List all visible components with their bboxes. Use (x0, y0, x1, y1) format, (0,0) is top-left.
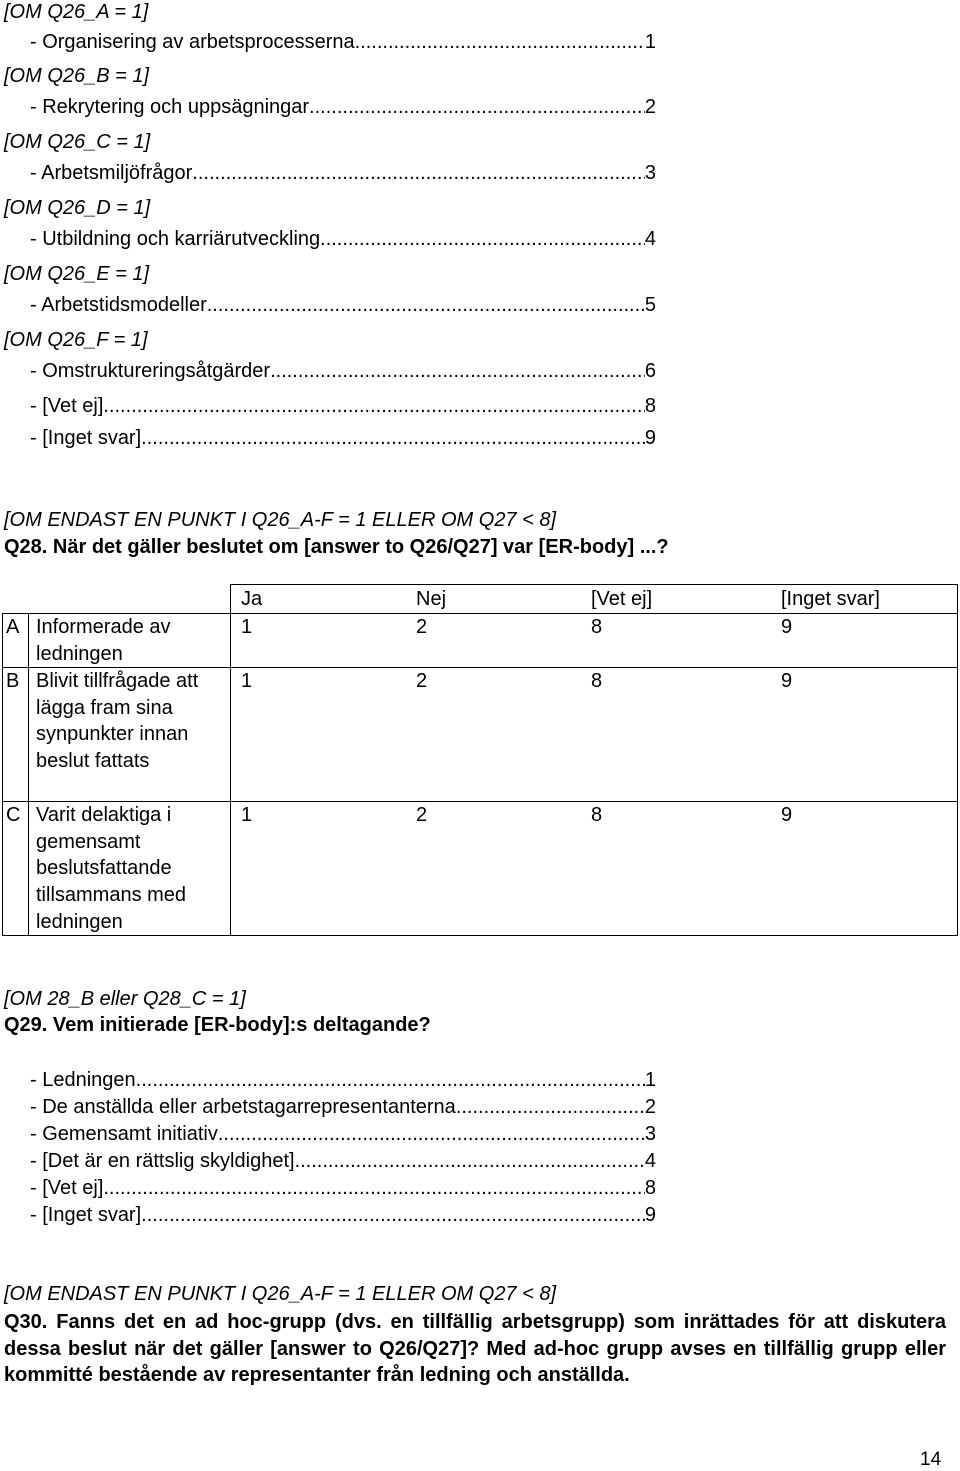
option-label: - Ledningen (30, 1069, 136, 1091)
option-code: 6 (644, 360, 656, 382)
answer-option (30, 1095, 656, 1119)
condition-q26-c: [OM Q26_C = 1] (4, 131, 151, 153)
option-code: 4 (644, 228, 656, 250)
option-label: - [Vet ej] (30, 1177, 104, 1199)
answer-option (30, 1203, 656, 1227)
value-nej: 2 (416, 616, 428, 638)
condition-q26-b: [OM Q26_B = 1] (4, 65, 150, 87)
value-inget-svar: 9 (781, 670, 793, 693)
condition-q28: [OM ENDAST EN PUNKT I Q26_A-F = 1 ELLER OM Q27 < 8] (4, 509, 557, 531)
condition-q26-f: [OM Q26_F = 1] (4, 329, 148, 351)
question-q29: Q29. Vem initierade [ER-body]:s deltagande? (4, 1014, 431, 1036)
row-text: Varit delaktiga i gemensamt beslutsfattande tillsammans med ledningen (29, 802, 231, 936)
value-ja: 1 (241, 670, 253, 693)
value-nej: 2 (416, 804, 428, 827)
value-vet-ej: 8 (591, 616, 603, 638)
answer-option (30, 426, 656, 450)
value-ja: 1 (241, 616, 253, 638)
grid-row-a (3, 614, 958, 668)
question-q28: Q28. När det gäller beslutet om [answer to Q26/Q27] var [ER-body] ...? (4, 536, 669, 558)
value-ja: 1 (241, 804, 253, 827)
grid-header-row (3, 585, 958, 614)
option-label: - Gemensamt initiativ (30, 1123, 218, 1145)
answer-option (30, 394, 656, 418)
answer-option (30, 1068, 656, 1092)
answer-option (30, 227, 656, 251)
header-nej: Nej (416, 588, 447, 610)
option-code: 4 (644, 1150, 656, 1172)
grid-row-c (3, 802, 958, 936)
option-label: - Organisering av arbetsprocesserna. (30, 31, 361, 53)
condition-q29: [OM 28_B eller Q28_C = 1] (4, 988, 246, 1010)
header-ja: Ja (241, 588, 263, 610)
row-letter: C (3, 802, 29, 936)
option-code: 5 (644, 294, 656, 316)
answer-option (30, 359, 656, 383)
option-label: - Arbetstidsmodeller (30, 294, 207, 316)
page-number: 14 (920, 1449, 942, 1470)
condition-q26-a: [OM Q26_A = 1] (4, 1, 149, 23)
option-label: - Utbildning och karriärutveckling (30, 228, 321, 250)
option-label: - Arbetsmiljöfrågor (30, 162, 193, 184)
answer-option (30, 95, 656, 119)
option-label: - [Vet ej] (30, 395, 104, 417)
option-label: - Omstruktureringsåtgärder (30, 360, 271, 382)
value-nej: 2 (416, 670, 428, 693)
option-code: 8 (644, 1177, 656, 1199)
option-label: - [Inget svar] (30, 427, 142, 449)
answer-option (30, 1149, 656, 1173)
option-label: - Rekrytering och uppsägningar (30, 96, 310, 118)
option-code: 1 (644, 1069, 656, 1091)
value-vet-ej: 8 (591, 670, 603, 693)
condition-q26-d: [OM Q26_D = 1] (4, 197, 151, 219)
option-code: 2 (644, 1096, 656, 1118)
condition-q30: [OM ENDAST EN PUNKT I Q26_A-F = 1 ELLER OM Q27 < 8] (4, 1283, 557, 1305)
row-letter: B (3, 668, 29, 802)
value-vet-ej: 8 (591, 804, 603, 827)
row-text: Informerade av ledningen (29, 614, 231, 668)
answer-option (30, 161, 656, 185)
option-code: 2 (644, 96, 656, 118)
option-label: - De anställda eller arbetstagarrepresentanterna (30, 1096, 456, 1118)
condition-q26-e: [OM Q26_E = 1] (4, 263, 150, 285)
option-code: 3 (644, 1123, 656, 1145)
row-text: Blivit tillfrågade att lägga fram sina synpunkter innan beslut fattats (29, 668, 231, 802)
question-q30: Q30. Fanns det en ad hoc-grupp (dvs. en tillfällig arbetsgrupp) som inrättades för att diskutera dessa beslut när det gäller [answer to Q26/Q27]? Med ad-hoc grupp avses en tillfällig grupp eller kommitté bestående av representanter från ledning och anställda. (4, 1311, 946, 1386)
header-inget-svar: [Inget svar] (781, 588, 880, 610)
option-label: - [Det är en rättslig skyldighet] (30, 1150, 295, 1172)
option-code: 9 (644, 1204, 656, 1226)
option-code: 1 (644, 31, 656, 53)
grid-row-b (3, 668, 958, 802)
value-inget-svar: 9 (781, 804, 793, 827)
option-code: 9 (644, 427, 656, 449)
option-code: 8 (644, 395, 656, 417)
option-label: - [Inget svar] (30, 1204, 142, 1226)
answer-option (30, 30, 656, 54)
value-inget-svar: 9 (781, 616, 793, 638)
row-letter: A (3, 614, 29, 668)
header-vet-ej: [Vet ej] (591, 588, 653, 610)
q28-grid (2, 584, 958, 936)
answer-option (30, 1122, 656, 1146)
answer-option (30, 293, 656, 317)
option-code: 3 (644, 162, 656, 184)
answer-option (30, 1176, 656, 1200)
